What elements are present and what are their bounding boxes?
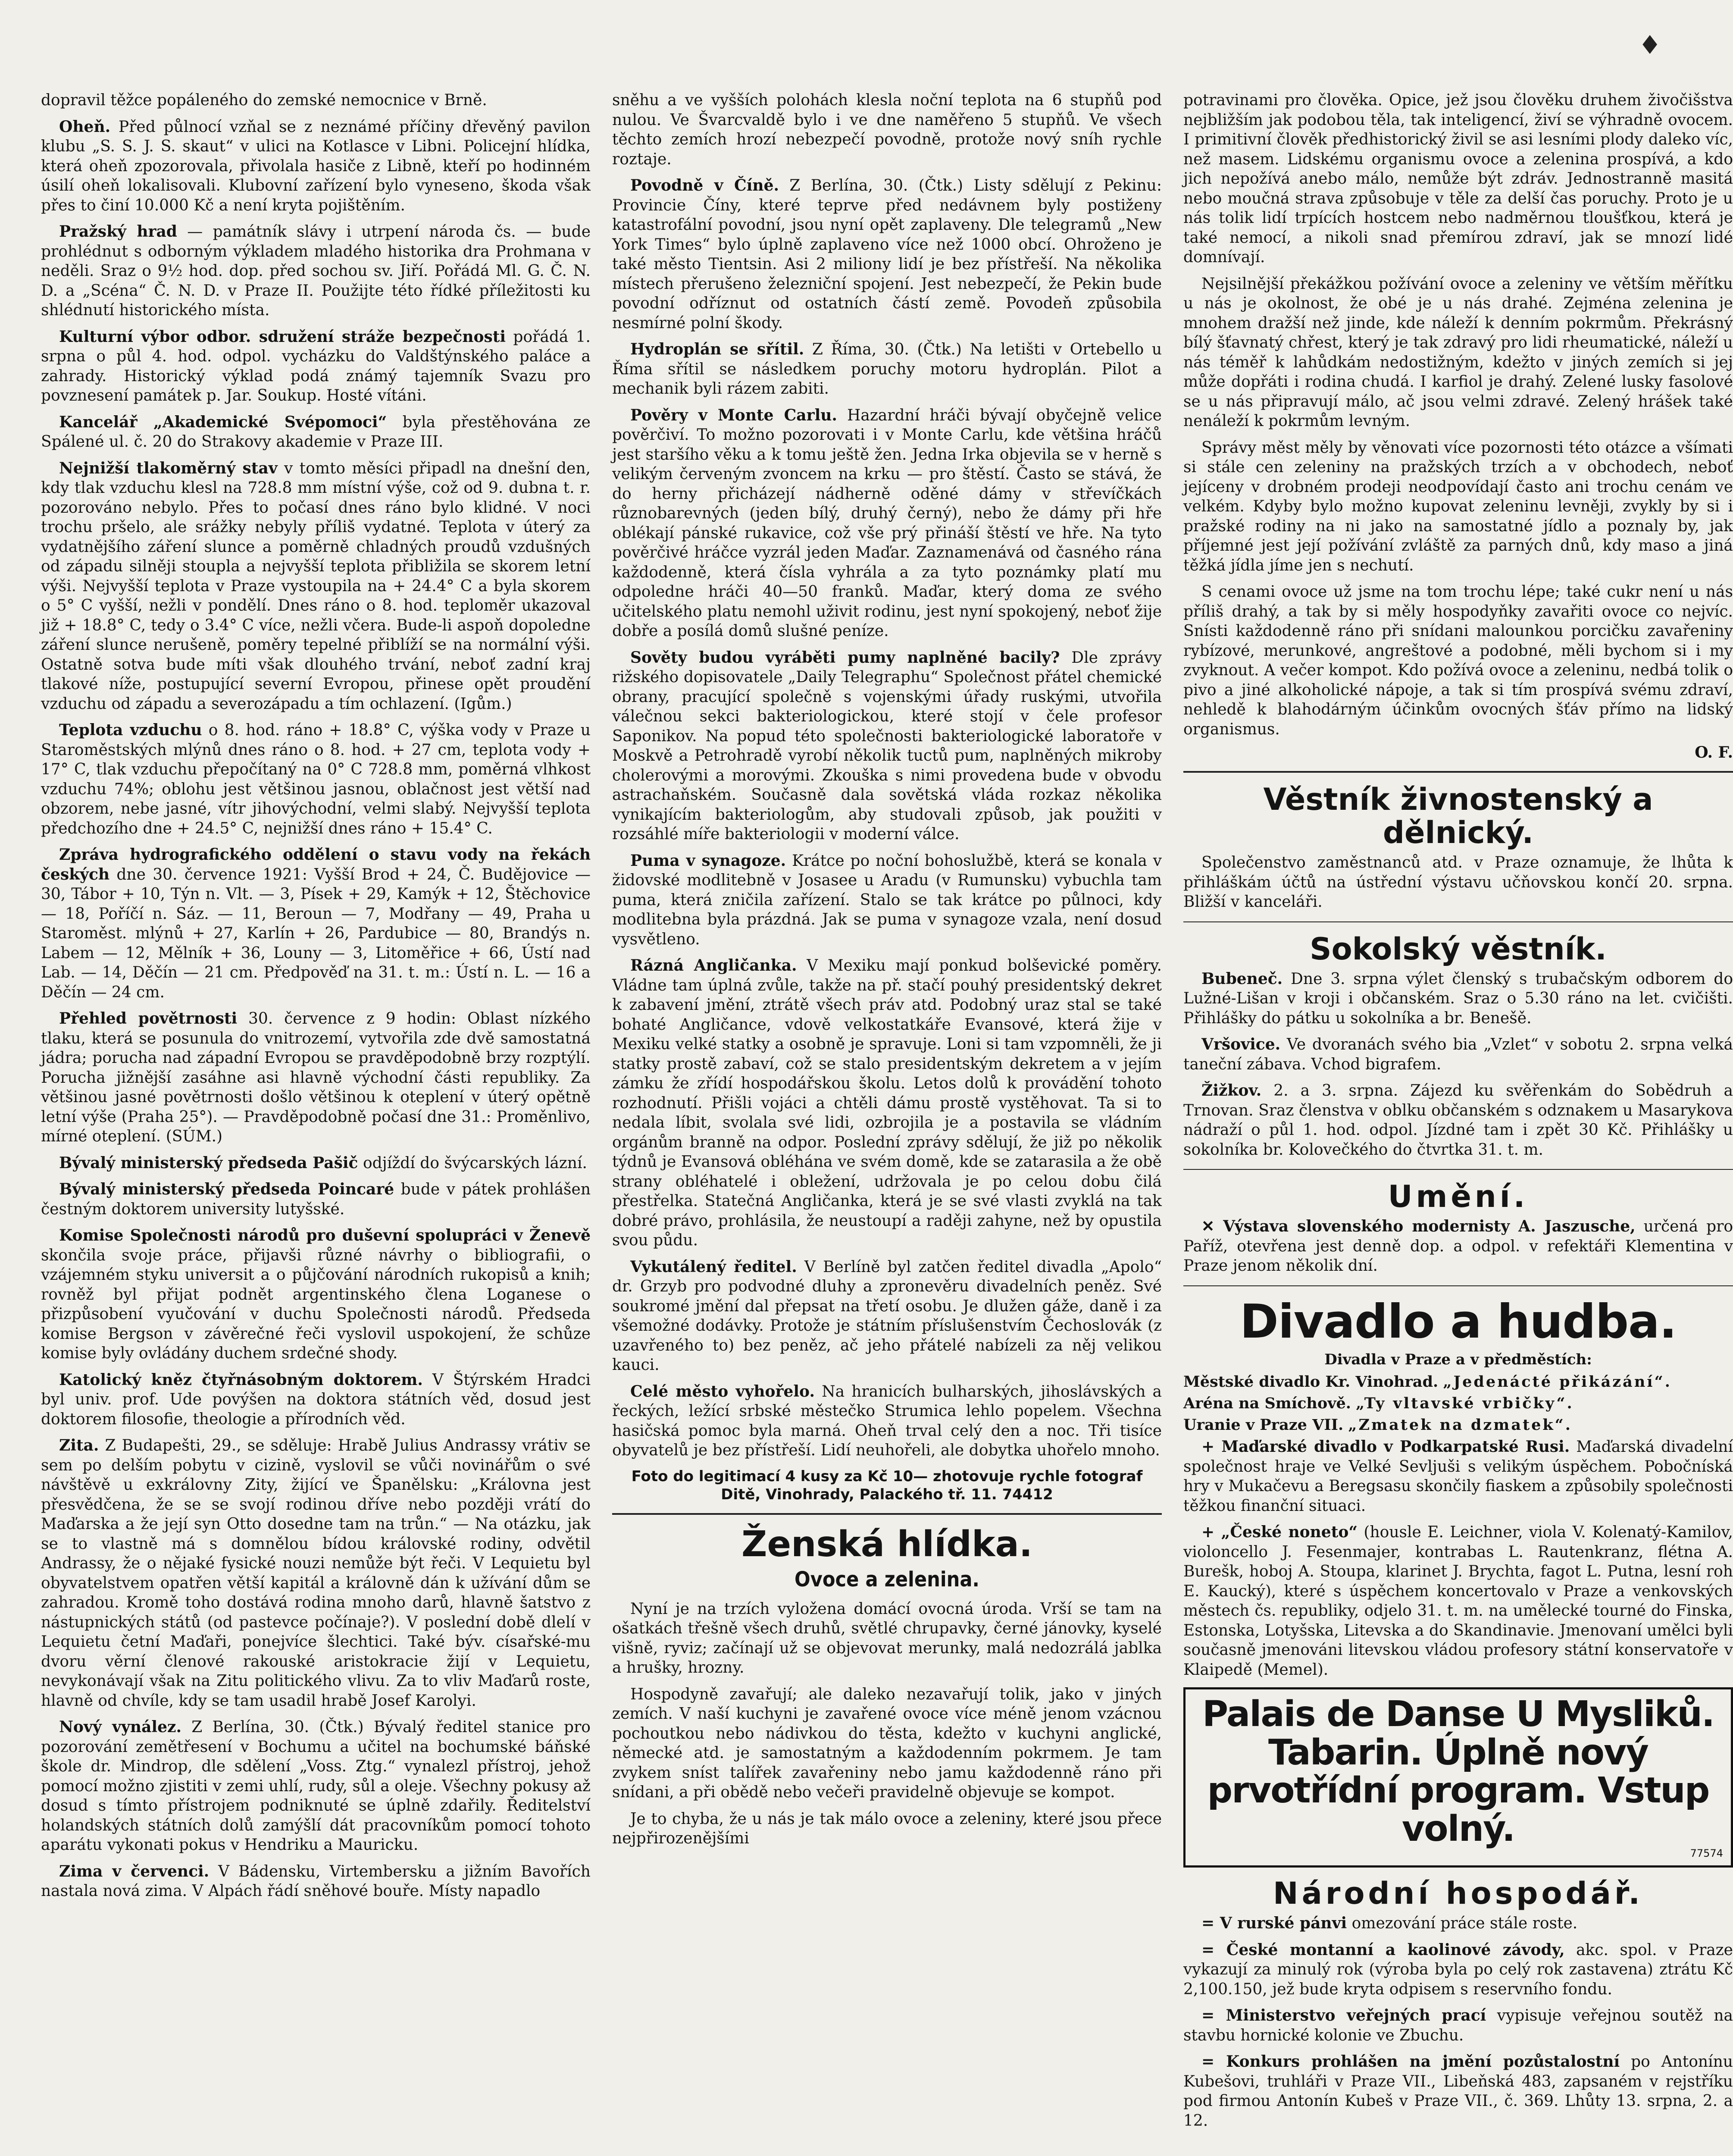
article-body: byla přestěhována ze Spálené ul. č. 20 do Strakovy akademie v Praze III. bbox=[41, 413, 591, 451]
article-headline: = Konkurs prohlášen na jmění pozůstalostní bbox=[1201, 2053, 1620, 2071]
article-paragraph bbox=[1183, 1217, 1733, 1276]
article-body: Z Berlína, 30. (Čtk.) Listy sdělují z Pekinu: Provincie Číny, které teprve před nedávnem byly postiženy katastrofální povodní, jsou nyní opět zaplaveny. Dle telegramů „New York Times“ bylo úplně zaplaveno více než 1000 obcí. Ohroženo je také město Tientsin. Asi 2 miliony lidí je bez přístřeší. Na několika místech přerušeno železniční spojení. Jest nebezpečí, že Pekin bude povodní odříznut od ostatních částí země. Povodeň způsobila nesmírné polní škody. bbox=[612, 177, 1162, 332]
article-headline: Vršovice. bbox=[1201, 1035, 1281, 1053]
article-paragraph bbox=[1183, 1523, 1733, 1680]
article-body: potravinami pro člověka. Opice, jež jsou člověku druhem živočišstva nejbližším jak podobou těla, tak inteligencí, živí se výhradně ovocem. I primitivní člověk předhistorický živil se asi lesními plody daleko víc, než masem. Lidskému organismu ovoce a zelenina prospívá, a kdo jich nepožívá anebo málo, nemůže být zdráv. Jednostranně masitá nebo moučná strava způsobuje v těle za delší čas poruchy. Proto je u nás tolik lidí trpících hostcem nebo nadměrnou tloušťkou, která je také nemocí, a nikoli snad přemírou zdraví, jak se mnozí lidé domnívají. bbox=[1183, 91, 1733, 266]
article-body: Z Říma, 30. (Čtk.) Na letišti v Ortebello u Říma sřítil se následkem poruchy motoru hydroplán. Pilot a mechanik byli rázem zabiti. bbox=[612, 341, 1162, 398]
article-paragraph bbox=[41, 1180, 591, 1219]
article-paragraph bbox=[1183, 2006, 1733, 2045]
article-paragraph bbox=[612, 956, 1162, 1250]
article-paragraph bbox=[612, 340, 1162, 399]
article-body: omezování práce stále roste. bbox=[1351, 1915, 1578, 1933]
article-headline: Teplota vzduchu bbox=[59, 721, 202, 739]
author-signature: O. F. bbox=[1695, 743, 1733, 761]
article-headline: Sověty budou vyráběti pumy naplněné bacily? bbox=[630, 648, 1060, 667]
article-paragraph bbox=[612, 406, 1162, 641]
article-headline: Vykutálený ředitel. bbox=[630, 1257, 797, 1276]
section-divider bbox=[1183, 1285, 1733, 1286]
article-body: Hazardní hráči bývají obyčejně velice pověrčiví. To možno pozorovati i v Monte Carlu, kde většina hráčů jest staršího věku a k tomu ještě žen. Jedna Irka objevila se v herně s velikým červeným zvoncem na krku — pro štěstí. Často se stává, že do herny přicházejí nádherně oděné dámy v střevíčkách různobarevných (jeden bílý, druhý černý), nebo že dámy při hře oblékají pánské rukavice, což vše prý přináší štěstí ve hře. Na tyto pověrčivé hráčce vyzrál jeden Maďar. Zaznamenává od časného rána každodenně, která čísla vyhrála a za tyto poznámky platí mu odpoledne hráči 40—50 franků. Maďar, který doma ze svého učitelského platu nemohl uživit rodinu, jest nyní spokojený, neboť žije dobře a posílá domů slušné peníze. bbox=[612, 406, 1162, 640]
text-paragraph bbox=[1183, 438, 1733, 576]
article-body: 2. a 3. srpna. Zájezd ku svěřenkám do Sobědruh a Trnovan. Sraz členstva v oblku občanském s odznakem u Masarykova nádraží o půl 1. hod. odpol. Jízdné tam i zpět 30 Kč. Přihlášky u sokolníka br. Kolovečkého do čtvrtka 31. t. m. bbox=[1183, 1082, 1733, 1159]
article-body: Je to chyba, že u nás je tak málo ovoce a zeleniny, které jsou přece nejpřirozenějšími bbox=[612, 1810, 1162, 1848]
article-paragraph bbox=[41, 721, 591, 838]
article-headline: Povodně v Číně. bbox=[630, 176, 779, 194]
article-headline: Bývalý ministerský předseda Pašič bbox=[59, 1153, 358, 1172]
article-body: určená pro Paříž, otevřena jest denně dop. a odpol. v refektáři Klementina v Praze jenom několik dní. bbox=[1183, 1218, 1733, 1275]
article-body: Dne 3. srpna výlet členský s trubačským odborem do Lužné-Lišan v kroji i občanském. Sraz o 5.30 ráno na let. cvičišti. Přihlášky do pátku u sokolníka a br. Benešě. bbox=[1183, 970, 1733, 1027]
theatre-play: „Zmatek na dzmatek“. bbox=[1348, 1416, 1572, 1434]
article-body: Ve dvoranách svého bia „Vzlet“ v sobotu 2. srpna velká taneční zábava. Vchod bigrafem. bbox=[1183, 1036, 1733, 1073]
article-paragraph bbox=[1183, 1081, 1733, 1159]
article-headline: Hydroplán se sřítil. bbox=[630, 340, 804, 358]
article-headline: Nový vynález. bbox=[59, 1718, 181, 1736]
section-title: Národní hospodář. bbox=[1273, 1876, 1643, 1912]
article-headline: Zpráva hydrografického oddělení o stavu vody na řekách českých bbox=[41, 846, 591, 884]
article-paragraph bbox=[612, 176, 1162, 333]
article-body: Nyní je na trzích vyložena domácí ovocná úroda. Vrší se tam na ošatkách třešně všech druhů, světlé chrupavky, černé jánovky, kyselé višně, ryviz; začínají už se objevovat merunky, malá nedozrálá jablka a hrušky, hrozny. bbox=[612, 1600, 1162, 1677]
article-body: Z Budapešti, 29., se sděluje: Hrabě Julius Andrassy vrátiv se sem po delším pobytu v cizině, vyslovil se vůči novinářům o své návštěvě u exkrálovny Zity, žijící ve Španělsku: „Královna jest přesvědčena, že se se svojí rodinou dříve nebo později vrátí do Maďarska a že její syn Otto dosedne tam na trůn.“ — Na otázku, jak se to vlastně má s domnělou bídou královské rodiny, odvětil Andrassy, že o nějaké fysické nouzi nemůže být řeči. V Lequietu byl obyvatelstvem opatřen větší kapitál a královně dán k užívání dům se zahradou. Kromě toho dostává rodina mnoho darů, hlavně šatstvo z nástupnických států (od pastevce počínaje?). V poslední době dlelí v Lequietu četní Maďaři, ponejvíce šlechtici. Také býv. císařské-mu dvoru věrní členové rakouské aristokracie žijí v Lequietu, nevykonávají však na Zitu politického vlivu. Za to vliv Maďarů roste, hlavně od chvíle, kdy se tam usadil hrabě Josef Karolyi. bbox=[41, 1437, 591, 1710]
text-paragraph bbox=[1183, 582, 1733, 739]
article-body: akc. spol. v Praze vykazují za minulý rok (výroba byla po celý rok zastavena) ztrátu Kč 2,100.150, jež bude kryta odpisem s reservního fondu. bbox=[1183, 1941, 1733, 1998]
article-paragraph bbox=[41, 1436, 591, 1711]
article-body: vypisuje veřejnou soutěž na stavbu hornické kolonie ve Zbuchu. bbox=[1183, 2007, 1733, 2044]
article-headline: Bývalý ministerský předseda Poincaré bbox=[59, 1180, 394, 1198]
article-paragraph bbox=[612, 851, 1162, 950]
article-paragraph bbox=[1183, 1914, 1733, 1934]
section-title: Divadlo a hudba. bbox=[1240, 1294, 1677, 1349]
article-paragraph bbox=[1183, 2052, 1733, 2131]
article-headline: = V rurské pánvi bbox=[1201, 1914, 1347, 1933]
advertisement-number: 77574 bbox=[1690, 1847, 1723, 1860]
article-body: V Berlíně byl zatčen ředitel divadla „Apolo“ dr. Grzyb pro podvodné dluhy a zpronevěru divadelních peněz. Své soukromé jmění dal přepsat na třetí osobu. Je dlužen gáže, daně i za všemožné dodávky. Protože je státním příslušenstvím Čechoslovák (z uzavřeného to) bez peněz, ač jeho přátelé nabízeli za něj velikou kauci. bbox=[612, 1258, 1162, 1374]
article-headline: Kulturní výbor odbor. sdružení stráže bezpečnosti bbox=[59, 327, 506, 346]
article-body: V Štýrském Hradci byl univ. prof. Ude povýšen na doktora státních věd, dosud jest doktorem filosofie, theologie a přírodních věd. bbox=[41, 1371, 591, 1428]
article-paragraph bbox=[41, 222, 591, 320]
page-corner-mark: ♦ bbox=[1638, 30, 1661, 60]
article-body: odjíždí do švýcarských lázní. bbox=[363, 1154, 587, 1172]
article-headline: + „České noneto“ bbox=[1201, 1523, 1358, 1542]
advertisement-text: Palais de Danse U Mysliků. Tabarin. Úplně nový prvotřídní program. Vstup volný. bbox=[1202, 1694, 1714, 1849]
text-paragraph bbox=[1183, 274, 1733, 431]
article-body: dne 30. července 1921: Vyšší Brod + 24, Č. Budějovice — 30, Tábor + 10, Týn n. Vlt. — 3, Písek + 29, Kamýk + 12, Štěchovice — 18, Poříčí n. Sáz. — 11, Beroun — 7, Modřany — 49, Praha u Staroměst. mlýnů + 27, Karlín + 26, Pardubice — 80, Brandýs n. Labem — 12, Mělník + 36, Louny — 3, Litoměřice + 66, Ústí nad Lab. — 14, Děčín — 21 cm. Předpověď na 31. t. m.: Ústí n. L. — 16 a Děčín — 24 cm. bbox=[41, 865, 591, 1001]
article-headline: Rázná Angličanka. bbox=[630, 956, 797, 975]
article-body: Maďarská divadelní společnost hraje ve Velké Sevljuši s velikým úspěchem. Pobočníská hry v Mukačevu a Beregsasu skončily fiaskem a způsobily společnosti těžkou finanční situaci. bbox=[1183, 1438, 1733, 1515]
article-body: V Mexiku mají ponkud bolševické poměry. Vládne tam úplná zvůle, takže na př. stačí pouhý presidentský dekret k zabavení jmění, ztrátě všech práv atd. Podobný uraz stal se také bohaté Angličance, vdově velkostatkáře Evansové, která žije v Mexiku velké statky a osobně je spravuje. Loni si tam vzpomněli, že ji statky prostě zabaví, což se stalo presidentským dekretem a v jejím zámku že zřídí hospodářskou školu. Letos dolů k provádění tohoto rozhodnutí. Přišli vojáci a chtěli dámu prostě vystěhovat. Ta si to nedala líbit, svolala své lidi, ozbrojila je a postavila se vládním orgánům branně na odpor. Poslední zprávy sdělují, že již po několik týdnů je Evansová obléhána ve svém domě, kde se zatarasila a že obě strany obléhatelé i obležení, udržovala je po celou dobu čilá přestřelka. Statečná Angličanka, která je se své vlasti zvyklá na tak dobré právo, prohlásila, že neustoupí a raději zahyne, než by opustila svou půdu. bbox=[612, 957, 1162, 1249]
theatre-listing bbox=[1183, 1394, 1733, 1413]
theatre-venue: Městské divadlo Kr. Vinohrad. bbox=[1183, 1373, 1439, 1391]
article-body: Na hranicích bulharských, jihoslávských a řeckých, ležící srbské městečko Strumica lehlo popelem. Všechna hasičská pomoc byla marná. Oheň trval celý den a noc. Tři tisíce obyvatelů je bez přístřeší. Lidí neuhořeli, ale dobytka uhořelo mnoho. bbox=[612, 1382, 1162, 1459]
theatre-play: „Jedenácté přikázání“. bbox=[1443, 1373, 1672, 1391]
section-subtitle: Ovoce a zelenina. bbox=[795, 1567, 979, 1592]
article-headline: ✕ Výstava slovenského modernisty A. Jaszusche, bbox=[1201, 1217, 1636, 1235]
article-paragraph bbox=[41, 117, 591, 216]
article-body: Nejsilnější překážkou požívání ovoce a zeleniny ve větším měřítku u nás je okolnost, že obé je u nás drahé. Zejména zelenina je mnohem dražší než jinde, kde náleží k denním pokrmům. Překrásný bílý šťavnatý chřest, který je tak zdravý pro lidi rheumatické, náleží u nás téměř k lahůdkám nedostižným, kdežto v jiných zemích si jej může dopřáti i rodina chudá. I karfiol je drahý. Zelené lusky fasolové se u nás připravují málo, ač jsou velmi zdravé. Zelený hrášek také nenáleží k pokrmům levným. bbox=[1183, 275, 1733, 430]
section-divider bbox=[612, 1513, 1162, 1515]
article-body: 30. července z 9 hodin: Oblast nízkého tlaku, která se posunula do vnitrozemí, vytvořila zde dvě samostatná jádra; porucha nad západní Evropou se pravděpodobně brzy rozptýlí. Porucha jižnější zasáhne asi hlavně východní části republiky. Za většinou jasné povětrnosti došlo většinou k oteplení v úterý opětně letní výše (Praha 25°). — Pravděpodobně počasí dne 31.: Proměnlivo, mírné oteplení. (SÚM.) bbox=[41, 1010, 591, 1145]
article-headline: Oheň. bbox=[59, 117, 111, 136]
article-paragraph bbox=[41, 413, 591, 452]
section-title: Sokolský věstník. bbox=[1310, 931, 1607, 967]
article-headline: Zita. bbox=[59, 1436, 99, 1454]
article-body: sněhu a ve vyšších polohách klesla noční teplota na 6 stupňů pod nulou. Ve Švarcvaldě bylo i ve dne naměřeno 5 stupňů. Ve všech těchto zemích hrozí nebezpečí povodně, protože nový sníh rychle roztaje. bbox=[612, 91, 1162, 168]
article-body: Krátce po noční bohoslužbě, která se konala v židovské modlitebně v Josasee u Aradu (v Rumunsku) vybuchla tam puma, která zničila zařízení. Stalo se tak krátce po půlnoci, kdy modlitebna byla prázdná. Jak se puma v synagoze vzala, není dosud vysvětleno. bbox=[612, 852, 1162, 948]
theatre-listing bbox=[1183, 1373, 1733, 1391]
article-headline: Bubeneč. bbox=[1201, 969, 1283, 988]
article-headline: Komise Společnosti národů pro duševní spolupráci v Ženevě bbox=[59, 1226, 591, 1244]
text-paragraph bbox=[612, 1599, 1162, 1678]
section-divider bbox=[1183, 921, 1733, 922]
article-paragraph bbox=[41, 845, 591, 1002]
section-divider bbox=[1183, 771, 1733, 773]
article-headline: Kancelář „Akademické Svépomoci“ bbox=[59, 413, 387, 431]
text-paragraph bbox=[612, 91, 1162, 169]
article-paragraph bbox=[1183, 1437, 1733, 1516]
article-headline: Zima v červenci. bbox=[59, 1862, 210, 1880]
article-body: Společenstvo zaměstnanců atd. v Praze oznamuje, že lhůta k přihláškám účtů na ústřední výstavu učňovskou končí 20. srpna. Bližší v kanceláři. bbox=[1183, 854, 1733, 911]
article-headline: Pražský hrad bbox=[59, 222, 177, 241]
article-headline: = Ministerstvo veřejných prací bbox=[1201, 2006, 1486, 2025]
text-paragraph bbox=[1183, 91, 1733, 267]
listing-header: Divadla v Praze a v předměstích: bbox=[1324, 1351, 1592, 1369]
text-paragraph bbox=[1183, 853, 1733, 912]
article-paragraph bbox=[1183, 1035, 1733, 1074]
article-headline: Pověry v Monte Carlu. bbox=[630, 406, 837, 424]
article-headline: Celé město vyhořelo. bbox=[630, 1382, 815, 1401]
article-paragraph bbox=[41, 459, 591, 714]
article-headline: Přehled povětrnosti bbox=[59, 1009, 238, 1028]
theatre-venue: Aréna na Smíchově. bbox=[1183, 1395, 1351, 1413]
text-paragraph bbox=[41, 91, 591, 110]
article-body: Hospodyně zavařují; ale daleko nezavařují tolik, jako v jiných zemích. V naší kuchyni je zavařené ovoce více méně jenom vzácnou pochoutkou nebo nádivkou do těsta, kdežto v kuchyni anglické, německé atd. je samostatným a každodenním pokrmem. Je tam zvykem sníst talířek zavařeniny nebo jamu každodenně ráno při snídani, a při obědě nebo večeři pravidelně objevuje se kompot. bbox=[612, 1685, 1162, 1802]
theatre-listing bbox=[1183, 1416, 1733, 1435]
column-3 bbox=[1183, 91, 1733, 2156]
article-paragraph bbox=[612, 1382, 1162, 1460]
article-paragraph bbox=[41, 1370, 591, 1429]
article-paragraph bbox=[41, 1862, 591, 1901]
section-title: Ženská hlídka. bbox=[741, 1523, 1032, 1565]
article-paragraph bbox=[1183, 1940, 1733, 1999]
article-body: Z Berlína, 30. (Čtk.) Bývalý ředitel stanice pro pozorování zemětřesení v Bochumu a učitel na bochumské báňské škole dr. Mindrop, dle sdělení „Voss. Ztg.“ vynalezl přístroj, jehož pomocí možno zjistiti v zemi uhlí, rudy, sůl a oleje. Všechny pokusy až dosud s tímto přístrojem podniknuté se úplně zdařily. Ředitelství holandských státních dolů zamýšlí dát pracovníkům pomocí tohoto aparátu vykonati pokus v Hendriku a Mauricku. bbox=[41, 1718, 591, 1854]
article-body: S cenami ovoce už jsme na tom trochu lépe; také cukr není u nás příliš drahý, a tak by si měly hospodyňky zavařiti ovoce co nejvíc. Snísti každodenně ráno při snídani malounkou porcičku zavařeniny rybízové, merunkové, angreštové a podobné, měli bychom si i my zvyknout. A večer kompot. Kdo požívá ovoce a zeleninu, nedbá tolik o pivo a jiné alkoholické nápoje, a tak si tím prospívá svému zdraví, nehledě k blahodárným účinkům ovocných šťáv přímo na lidský organismus. bbox=[1183, 583, 1733, 738]
article-headline: Nejnižší tlakoměrný stav bbox=[59, 459, 278, 477]
article-body: Správy měst měly by věnovati více pozornosti této otázce a všímati si stále cen zeleniny na pražských trzích a v obchodech, neboť jejíceny v drobném prodeji neodpovídají často ani trochu cenám ve velkém. Kdyby bylo možno kupovat zeleninu levněji, zvykly by si i pražské rodiny na ni jako na samostatné jídlo a poznaly by, jak příjemné jest její požívání zvláště za parných dnů, kdy maso a jiná těžká jídla jíme jen s nechutí. bbox=[1183, 439, 1733, 574]
column-2 bbox=[612, 91, 1162, 2156]
article-body: pořádá 1. srpna o půl 4. hod. odpol. vycházku do Valdštýnského paláce a zahrady. Historický výklad podá známý tajemník Svazu pro povznesení památek p. Jar. Soukup. Hosté vítáni. bbox=[41, 328, 591, 404]
article-paragraph bbox=[1183, 969, 1733, 1028]
column-1 bbox=[41, 91, 591, 2156]
article-paragraph bbox=[41, 1153, 591, 1173]
section-title: Umění. bbox=[1388, 1179, 1529, 1214]
article-body: bude v pátek prohlášen čestným doktorem university lutyšské. bbox=[41, 1181, 591, 1218]
section-title: Věstník živnostenský a dělnický. bbox=[1263, 782, 1653, 850]
article-body: skončila svoje práce, přijavši různé návrhy o bibliografii, o vzájemném styku universit a o půjčování národních rukopisů a knih; rovněž byl přijat podnět argentinského člena Loganese o přizpůsobení vyučování v duchu Společnosti národů. Předseda komise Bergson v závěrečné řeči vyslovil uspokojení, že schůze komise byly ovládány duchem srdečné shody. bbox=[41, 1246, 591, 1362]
article-body: Dle zprávy rižského dopisovatele „Daily Telegraphu“ Společnost přátel chemické obrany, pracující společně s vojenskými úřady ruskými, utvořila válečnou sekci bakteriologickou, které stojí v čele profesor Saponikov. Na popud této společnosti bakteriologické laboratoře v Moskvě a Petrohradě vyrobí několik tuctů pum, naplněných mikroby cholerovými a morovými. Zkouška s nimi provedena bude v obvodu astrachaňském. Současně dala sovětská vláda rozkaz několika vynikajícím bakteriologům, aby studovali způsob, jak použiti v rozsáhlé míře bakteriologii v moderní válce. bbox=[612, 649, 1162, 843]
article-paragraph bbox=[41, 1226, 591, 1363]
article-paragraph bbox=[41, 1009, 591, 1147]
article-body: Před půlnocí vzňal se z neznámé příčiny dřevěný pavilon klubu „S. S. J. S. skaut“ v ulici na Kotlasce v Libni. Policejní hlídka, která oheň zpozorovala, přivolala hasiče z Libně, kteří po hodinném úsilí oheň lokalisovali. Klubovní zařízení bylo vyneseno, škoda však přes to činí 10.000 Kč a není kryta pojištěním. bbox=[41, 118, 591, 214]
text-paragraph bbox=[612, 1809, 1162, 1849]
article-body: (housle E. Leichner, viola V. Kolenatý-Kamilov, violoncello J. Fesenmajer, kontrabas L. Rautenkranz, flétna A. Burešk, hoboj A. Stoupa, klarinet J. Brychta, fagot L. Putna, lesní roh E. Kaucký), které s úspěchem koncertovalo v Praze a venkovských městech čs. republiky, odjelo 31. t. m. na umělecké tourné do Finska, Estonska, Lotyšska, Litevska a do Skandinavie. Jmenovaní umělci byli současně jmenováni litevskou vládou profesory státní konservatoře v Klaipedě (Memel). bbox=[1183, 1523, 1733, 1679]
article-headline: Puma v synagoze. bbox=[630, 851, 786, 870]
article-headline: = České montanní a kaolinové závody, bbox=[1201, 1940, 1565, 1959]
article-body: o 8. hod. ráno + 18.8° C, výška vody v Praze u Staroměstských mlýnů dnes ráno o 8. hod. + 27 cm, teplota vody + 17° C, tlak vzduchu přepočítaný na 0° C 728.8 mm, poměrná vlhkost vzduchu 74%; oblohu jest většinou jasnou, oblačnost jest větší nad obzorem, nebe jasné, vítr jihovýchodní, velmi slabý. Nejvyšší teplota předchozího dne + 24.5° C, nejnižší dnes ráno + 15.4° C. bbox=[41, 721, 591, 837]
columns bbox=[41, 91, 1733, 2156]
theatre-play: „Ty vltavské vrbičky“. bbox=[1356, 1395, 1574, 1413]
article-body: dopravil těžce popáleného do zemské nemocnice v Brně. bbox=[41, 91, 487, 109]
photo-advertisement: Foto do legitimací 4 kusy za Kč 10— zhotovuje rychle fotograf Ditě, Vinohrady, Palackého tř. 11. 74412 bbox=[631, 1467, 1143, 1503]
article-headline: Katolický kněz čtyřnásobným doktorem. bbox=[59, 1370, 423, 1389]
section-divider bbox=[1183, 1169, 1733, 1170]
theatre-venue: Uranie v Praze VII. bbox=[1183, 1416, 1344, 1434]
article-body: v tomto měsíci připadl na dnešní den, kdy tlak vzduchu klesl na 728.8 mm místní výše, což od 9. dubna t. r. pozorováno nebylo. Přes to počasí dnes ráno bylo klidné. V noci trochu pršelo, ale srážky nebyly příliš vydatné. Teplota v úterý za vydatnějšího záření slunce a poměrně chladných proudů vzdušných od západu silněji stoupla a nejvyšší teplota přibližila se skorem letní výši. Nejvyšší teplota v Praze vystoupila na + 24.4° C a byla skorem o 5° C vyšší, nežli v pondělí. Dnes ráno o 8. hod. teploměr ukazoval již + 18.8° C, tedy o 3.4° C více, nežli včera. Bude-li aspoň dopoledne záření slunce nerušeně, poměry tepelné přiblíží se na normální výši. Ostatně sotva bude míti však dlouhého trvání, neboť zadní kraj tlakové níže, postupující severní Evropou, přinese opět proudění vzduchu od západu a severozápadu a tím ochlazení. (Igům.) bbox=[41, 459, 591, 713]
article-paragraph bbox=[612, 648, 1162, 844]
article-headline: + Maďarské divadlo v Podkarpatské Rusi. bbox=[1201, 1438, 1570, 1456]
text-paragraph bbox=[612, 1685, 1162, 1802]
article-body: po Antonínu Kubešovi, truhláři v Praze VII., Libeňská 483, zapsaném v rejstříku pod firmou Antonín Kubeš v Praze VII., č. 369. Lhůty 13. srpna, 2. a 12. bbox=[1183, 2053, 1733, 2130]
article-body: — památník slávy i utrpení národa čs. — bude prohlédnut s odborným výkladem mladého historika dra Prohmana v neděli. Sraz o 9½ hod. dop. před sochou sv. Jiří. Pořádá Ml. G. Č. N. D. a „Scéna“ Č. N. D. v Praze II. Použijte této řídké příležitosti ku shlédnutí historického místa. bbox=[41, 223, 591, 319]
article-paragraph bbox=[41, 1717, 591, 1855]
article-paragraph bbox=[612, 1257, 1162, 1375]
article-body: V Bádensku, Virtembersku a jižním Bavořích nastala nová zima. V Alpách řádí sněhové bouře. Místy napadlo bbox=[41, 1862, 591, 1900]
dance-hall-advertisement bbox=[1183, 1687, 1733, 1868]
article-headline: Žižkov. bbox=[1201, 1081, 1262, 1100]
article-paragraph bbox=[41, 327, 591, 406]
